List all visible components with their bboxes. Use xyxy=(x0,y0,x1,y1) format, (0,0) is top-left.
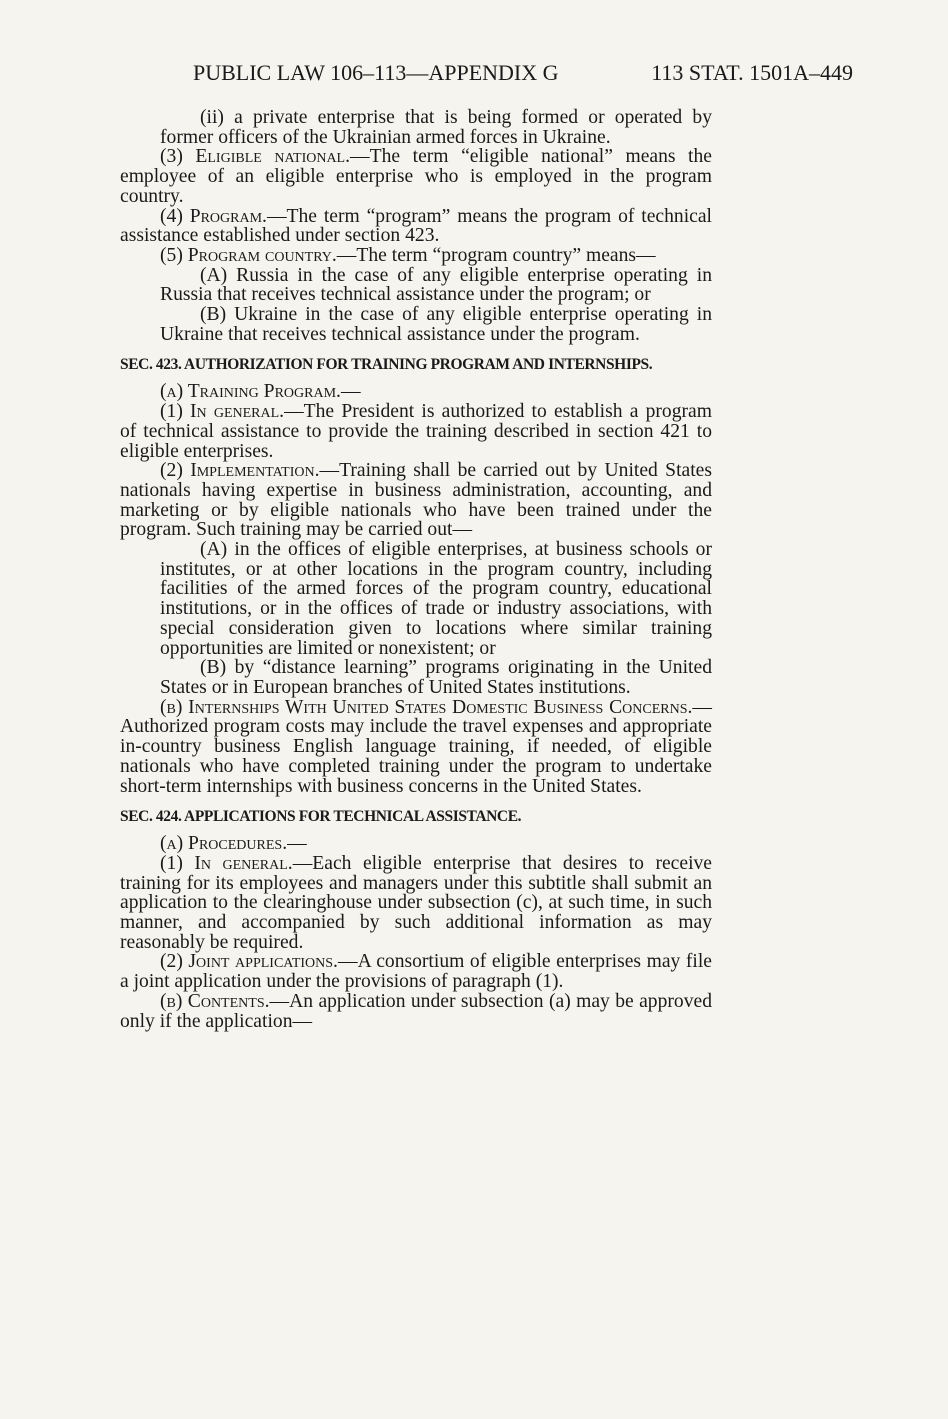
paragraph-implementation: (2) Implementation.—Training shall be carried out by United States nationals having expertise in business administration, accounting, and marketing or by eligible nationals who have been trained under the program. Such training may be carried out— xyxy=(120,460,712,541)
paragraph-ukraine: (B) Ukraine in the case of any eligible enterprise operating in Ukraine that receives technical assistance under the program. xyxy=(160,304,712,345)
paragraph-heading: (b) Contents. xyxy=(160,990,270,1012)
header-stat-citation: 113 STAT. 1501A–449 xyxy=(651,60,853,85)
paragraph-russia: (A) Russia in the case of any eligible enterprise operating in Russia that receives technical assistance under the program; or xyxy=(160,264,712,306)
paragraph-in-general-423: (1) In general.—The President is authorized to establish a program of technical assistance to provide the training described in section 421 to eligible enterprises. xyxy=(120,401,712,462)
paragraph-heading: (2) Implementation. xyxy=(160,460,320,482)
paragraph-heading: (5) Program country. xyxy=(160,244,337,266)
paragraph-offices: (A) in the offices of eligible enterprises, at business schools or institutes, or at other locations in the program country, including facilities of the armed forces of the program country, educational institutions, or in the offices of trade or industry associations, with special consideration given to locations where similar training opportunities are limited or nonexistent; or xyxy=(160,539,712,659)
paragraph-heading: (a) Training Program. xyxy=(160,381,341,403)
paragraph-in-general-424: (1) In general.—Each eligible enterprise that desires to receive training for its employees and managers under this subtitle shall submit an application to the clearinghouse under subsection (c), at such time, in such manner, and accompanied by such additional information as may reasonably be required. xyxy=(120,852,712,953)
paragraph-program: (4) Program.—The term “program” means the program of technical assistance established under section 423. xyxy=(120,205,712,247)
paragraph-internships: (b) Internships With United States Domestic Business Concerns.—Authorized program costs may include the travel expenses and appropriate in-country business English language training, if needed, of eligible nationals who have completed training under the program to undertake short-term internships with business concerns in the United States. xyxy=(120,696,712,797)
paragraph-heading: (4) Program. xyxy=(160,205,267,227)
paragraph-training-program: (a) Training Program.— xyxy=(160,381,361,403)
paragraph-heading: (3) Eligible national. xyxy=(160,146,351,168)
body-text xyxy=(120,108,712,1031)
paragraph-program-country: (5) Program country.—The term “program country” means— xyxy=(160,244,656,266)
paragraph-ii: (ii) a private enterprise that is being formed or operated by former officers of the Ukrainian armed forces in Ukraine. xyxy=(160,107,712,148)
paragraph-joint-applications: (2) Joint applications.—A consortium of eligible enterprises may file a joint application under the provisions of paragraph (1). xyxy=(120,951,713,993)
paragraph-contents: (b) Contents.—An application under subsection (a) may be approved only if the application— xyxy=(120,990,712,1032)
section-424-heading: SEC. 424. APPLICATIONS FOR TECHNICAL ASSISTANCE. xyxy=(120,808,522,826)
paragraph-heading: (2) Joint applications. xyxy=(160,951,338,973)
paragraph-heading: (a) Procedures. xyxy=(160,833,288,855)
paragraph-distance-learning: (B) by “distance learning” programs originating in the United States or in European branches of United States institutions. xyxy=(160,657,712,698)
paragraph-heading: (1) In general. xyxy=(160,401,285,423)
paragraph-procedures: (a) Procedures.— xyxy=(160,833,307,855)
section-423-heading: SEC. 423. AUTHORIZATION FOR TRAINING PROGRAM AND INTERNSHIPS. xyxy=(120,356,653,374)
header-law-title: PUBLIC LAW 106–113—APPENDIX G xyxy=(193,60,559,85)
paragraph-eligible-national: (3) Eligible national.—The term “eligible national” means the employee of an eligible enterprise who is employed in the program country. xyxy=(120,146,712,207)
paragraph-heading: (1) In general. xyxy=(160,852,293,874)
paragraph-heading: (b) Internships With United States Domestic Business Concerns. xyxy=(160,696,693,718)
